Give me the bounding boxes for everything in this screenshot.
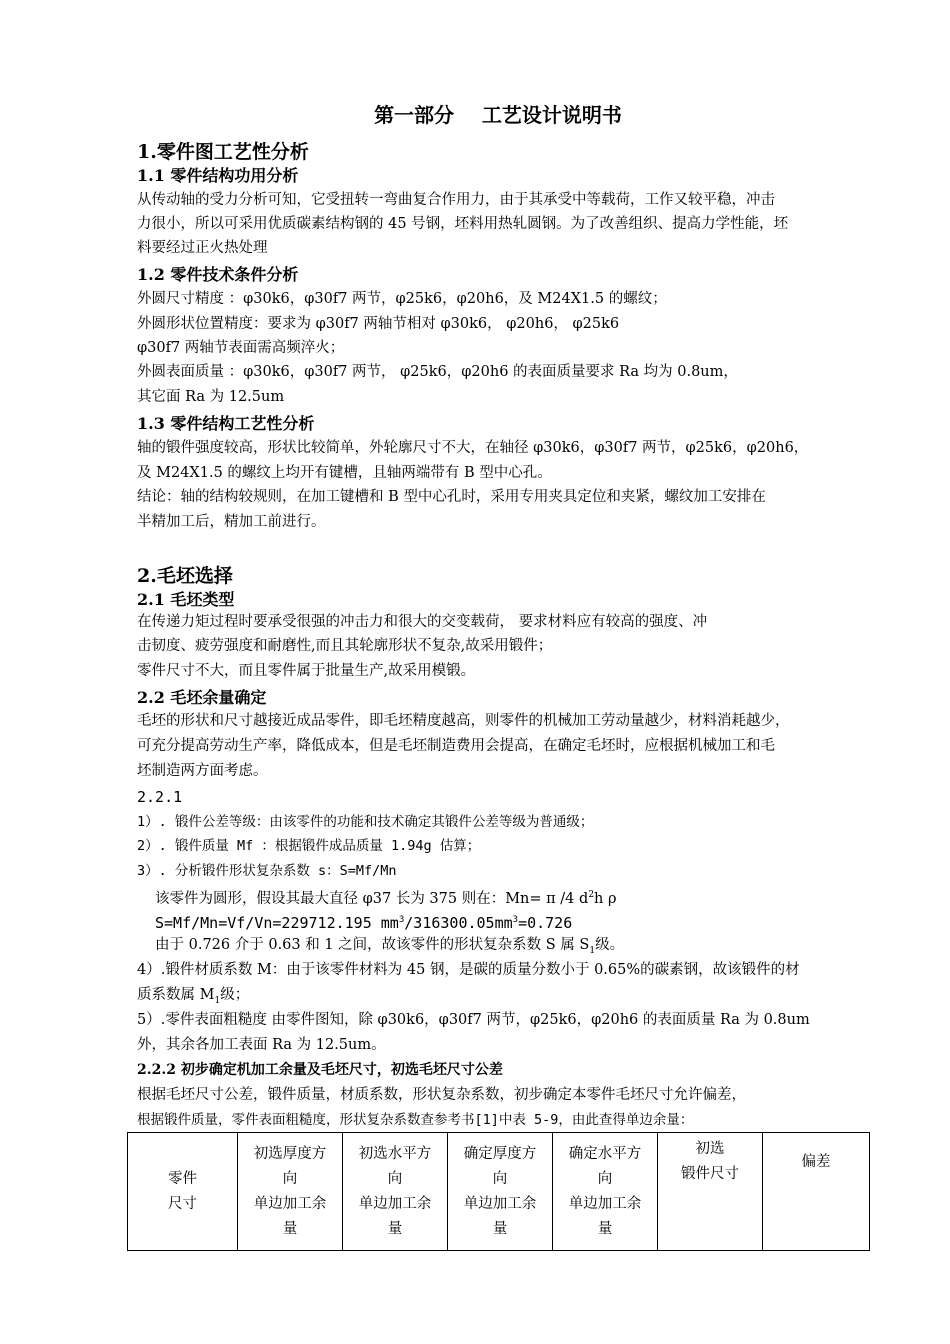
list-item: 1）. 锻件公差等级：由该零件的功能和技术确定其锻件公差等级为普通级； [137,814,594,830]
paragraph-line: 在传递力矩过程时要承受很强的冲击力和很大的交变载荷， 要求材料应有较高的强度、冲 [137,614,708,630]
header-text: 量 [492,1220,508,1237]
header-cell-final-horizontal-allowance [553,1133,658,1251]
list-item [137,984,249,1012]
paragraph-line: 其它面 Ra 为 12.5um [137,389,285,405]
formula-text: 该零件为圆形，假设其最大直径 φ37 长为 375 则在：Mn= π /4 d [155,890,589,907]
header-text: 初选水平方 [358,1145,432,1162]
paragraph-line: 根据锻件质量，零件表面粗糙度，形状复杂系数查参考书[1]中表 5-9，由此查得单边余量： [137,1112,694,1128]
superscript: 3 [398,915,405,925]
header-text: 量 [282,1220,298,1237]
section-2-2-heading: 2.2 毛坯余量确定 [137,688,267,707]
header-text: 单边加工余 [358,1195,432,1212]
formula-line [155,934,624,962]
superscript: 3 [512,915,519,925]
paragraph-line: 料要经过正火热处理 [137,240,268,256]
table-header-row [128,1133,870,1251]
header-text: 确定水平方 [568,1145,642,1162]
header-cell-final-thickness-allowance [448,1133,553,1251]
formula-text: /316300.05mm [404,914,513,932]
header-text: 锻件尺寸 [681,1166,739,1182]
section-1-3-heading: 1.3 零件结构工艺性分析 [137,414,315,433]
header-cell-deviation [763,1133,870,1251]
paragraph-line: 零件尺寸不大，而且零件属于批量生产,故采用模锻。 [137,663,476,679]
list-item: 2）. 锻件质量 Mf ：根据锻件成品质量 1.94g 估算； [137,838,481,854]
list-item: 4）.锻件材质系数 M：由于该零件材料为 45 钢，是碳的质量分数小于 0.65%的碳素钢，故该锻件的材 [137,962,800,978]
allowance-table [127,1132,870,1251]
paragraph-line: 毛坯的形状和尺寸越接近成品零件，即毛坯精度越高，则零件的机械加工劳动量越少，材料消耗越少， [137,713,790,729]
header-cell-initial-horizontal-allowance [343,1133,448,1251]
formula-text: 级。 [595,937,625,953]
header-text: 尺寸 [168,1195,197,1212]
subscript: 1 [214,995,221,1006]
list-text: 级； [220,987,250,1003]
paragraph-line: 结论：轴的结构较规则，在加工键槽和 B 型中心孔时，采用专用夹具定位和夹紧，螺纹加工安排在 [137,489,766,505]
formula-line [155,909,572,934]
section-2-2-1-heading: 2.2.1 [137,788,183,806]
header-text: 单边加工余 [463,1195,537,1212]
header-text: 零件 [168,1170,197,1187]
formula-text: 由于 0.726 介于 0.63 和 1 之间，故该零件的形状复杂系数 S 属 S [155,937,590,953]
subscript: 1 [589,945,596,956]
header-cell-part-size [128,1133,238,1251]
paragraph-line: 力很小，所以可采用优质碳素结构钢的 45 号钢，坯料用热轧圆钢。为了改善组织、提高力学性能，坯 [137,216,789,232]
header-text: 偏差 [801,1154,831,1170]
paragraph-line: 外圆形状位置精度：要求为 φ30f7 两轴节相对 φ30k6， φ20h6， φ25k6 [137,316,620,332]
section-1-heading: 1.零件图工艺性分析 [137,141,309,163]
paragraph-line: 半精加工后，精加工前进行。 [137,514,326,530]
header-text: 初选厚度方 [253,1145,327,1162]
formula-text: =0.726 [518,914,573,932]
header-text: 量 [597,1220,613,1237]
formula-text: S=Mf/Mn=Vf/Vn=229712.195 mm [155,914,399,932]
paragraph-line: 轴的锻件强度较高，形状比较简单，外轮廓尺寸不大，在轴径 φ30k6，φ30f7 两节，φ25k6，φ20h6， [137,440,809,456]
paragraph-line: 坯制造两方面考虑。 [137,763,268,779]
header-text: 向 [282,1170,298,1187]
paragraph-line: 外圆表面质量 ：φ30k6，φ30f7 两节， φ25k6，φ20h6 的表面质量要求 Ra 均为 0.8um， [137,364,738,380]
paragraph-line: 外圆尺寸精度 ：φ30k6，φ30f7 两节，φ25k6，φ20h6，及 M24X1.5 的螺纹； [137,291,667,307]
header-text: 向 [387,1170,403,1187]
formula-line [155,884,617,910]
paragraph-line: 可充分提高劳动生产率，降低成本，但是毛坯制造费用会提高，在确定毛坯时，应根据机械加工和毛 [137,738,775,754]
superscript: 2 [588,890,595,900]
header-text: 单边加工余 [253,1195,327,1212]
list-item: 3）. 分析锻件形状复杂系数 s：S=Mf/Mn [137,863,397,879]
header-text: 向 [492,1170,508,1187]
section-2-heading: 2.毛坯选择 [137,565,233,587]
section-1-2-heading: 1.2 零件技术条件分析 [137,265,299,284]
header-text: 向 [597,1170,613,1187]
header-text: 量 [387,1220,403,1237]
list-item: 5）.零件表面粗糙度 由零件图知，除 φ30k6，φ30f7 两节，φ25k6，φ20h6 的表面质量 Ra 为 0.8um [137,1012,810,1028]
paragraph-line: 从传动轴的受力分析可知，它受扭转一弯曲复合作用力，由于其承受中等载荷，工作又较平稳，冲击 [137,192,775,208]
header-text: 单边加工余 [568,1195,642,1212]
paragraph-line: 及 M24X1.5 的螺纹上均开有键槽，且轴两端带有 B 型中心孔。 [137,465,552,481]
document-title: 第一部分 工艺设计说明书 [374,103,622,127]
section-2-1-heading: 2.1 毛坯类型 [137,590,235,609]
header-text: 初选 [695,1141,725,1157]
header-text: 确定厚度方 [463,1145,537,1162]
paragraph-line: 根据毛坯尺寸公差，锻件质量，材质系数，形状复杂系数，初步确定本零件毛坯尺寸允许偏差， [137,1087,746,1103]
list-text: 质系数属 M [137,987,215,1003]
list-item: 外，其余各加工表面 Ra 为 12.5um。 [137,1037,386,1053]
section-1-1-heading: 1.1 零件结构功用分析 [137,166,299,185]
paragraph-line: 击韧度、疲劳强度和耐磨性,而且其轮廓形状不复杂,故采用锻件； [137,638,553,654]
paragraph-line: φ30f7 两轴节表面需高频淬火； [137,340,345,356]
section-2-2-2-heading: 2.2.2 初步确定机加工余量及毛坯尺寸，初选毛坯尺寸公差 [137,1062,503,1078]
header-cell-initial-forging-size [658,1133,763,1251]
header-cell-initial-thickness-allowance [238,1133,343,1251]
formula-text: h ρ [594,890,617,907]
